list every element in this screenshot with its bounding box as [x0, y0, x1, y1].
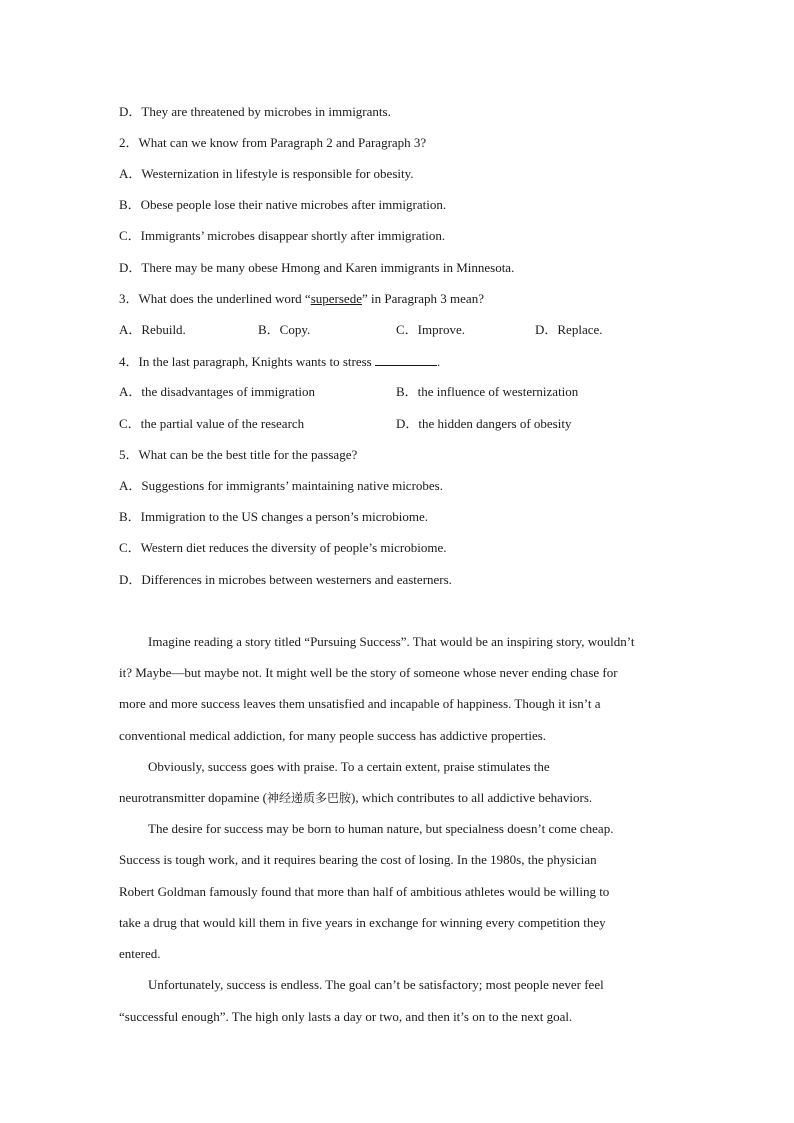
q2-option-c: C．Immigrants’ microbes disappear shortly after immigration. — [119, 228, 446, 243]
passage-p2-line1: Obviously, success goes with praise. To a certain extent, praise stimulates the — [148, 759, 550, 774]
underlined-word: supersede — [310, 291, 362, 306]
q3-question-start: 3．What does the underlined word “ — [119, 291, 311, 306]
passage-p3-line1: The desire for success may be born to human nature, but specialness doesn’t come cheap. — [148, 821, 614, 836]
passage-p2-line2 — [119, 790, 592, 806]
q4-option-d: D．the hidden dangers of obesity — [396, 416, 572, 431]
q5-option-d: D．Differences in microbes between westerners and easterners. — [119, 572, 452, 587]
passage-p2-line2-start: neurotransmitter dopamine ( — [119, 790, 268, 805]
answer-blank — [375, 353, 437, 366]
q5-question: 5．What can be the best title for the passage? — [119, 447, 358, 462]
passage-p3-line4: take a drug that would kill them in five years in exchange for winning every competition they — [119, 915, 606, 930]
passage-p3-line2: Success is tough work, and it requires bearing the cost of losing. In the 1980s, the physician — [119, 852, 597, 867]
passage-p3-line3: Robert Goldman famously found that more than half of ambitious athletes would be willing to — [119, 884, 610, 899]
passage-p1-line1: Imagine reading a story titled “Pursuing Success”. That would be an inspiring story, wouldn’t — [148, 634, 635, 649]
q5-option-a: A．Suggestions for immigrants’ maintaining native microbes. — [119, 478, 443, 493]
q4-option-c: C．the partial value of the research — [119, 416, 305, 431]
q4-question — [119, 353, 440, 369]
q3-option-b: B．Copy. — [258, 322, 311, 337]
passage-p3-line5: entered. — [119, 946, 161, 961]
passage-p4-line2: “successful enough”. The high only lasts a day or two, and then it’s on to the next goal. — [119, 1009, 573, 1024]
passage-p1-line2: it? Maybe—but maybe not. It might well be the story of someone whose never ending chase for — [119, 665, 618, 680]
q3-option-d: D．Replace. — [535, 322, 603, 337]
passage-p1-line4: conventional medical addiction, for many people success has addictive properties. — [119, 728, 547, 743]
q2-option-d: D．There may be many obese Hmong and Karen immigrants in Minnesota. — [119, 260, 515, 275]
q4-option-b: B．the influence of westernization — [396, 384, 579, 399]
q2-question: 2．What can we know from Paragraph 2 and Paragraph 3? — [119, 135, 427, 150]
q4-question-start: 4．In the last paragraph, Knights wants to stress — [119, 354, 375, 369]
q4-option-a: A．the disadvantages of immigration — [119, 384, 316, 399]
q5-option-c: C．Western diet reduces the diversity of people’s microbiome. — [119, 540, 447, 555]
q3-question-end: ” in Paragraph 3 mean? — [361, 291, 484, 306]
q4-question-end: . — [436, 354, 441, 369]
passage-p2-line2-end: ), which contributes to all addictive behaviors. — [351, 790, 593, 805]
passage-p1-line3: more and more success leaves them unsatisfied and incapable of happiness. Though it isn’t a — [119, 696, 601, 711]
q2-option-a: A．Westernization in lifestyle is responsible for obesity. — [119, 166, 414, 181]
q3-option-c: C．Improve. — [396, 322, 465, 337]
q2-option-b: B．Obese people lose their native microbes after immigration. — [119, 197, 447, 212]
q3-question — [119, 291, 484, 307]
q3-option-a: A．Rebuild. — [119, 322, 186, 337]
passage-p4-line1: Unfortunately, success is endless. The goal can’t be satisfactory; most people never feel — [148, 977, 604, 992]
q5-option-b: B．Immigration to the US changes a person’s microbiome. — [119, 509, 429, 524]
chinese-gloss: 神经递质多巴胺 — [267, 791, 352, 805]
q1-option-d: D．They are threatened by microbes in immigrants. — [119, 104, 391, 119]
